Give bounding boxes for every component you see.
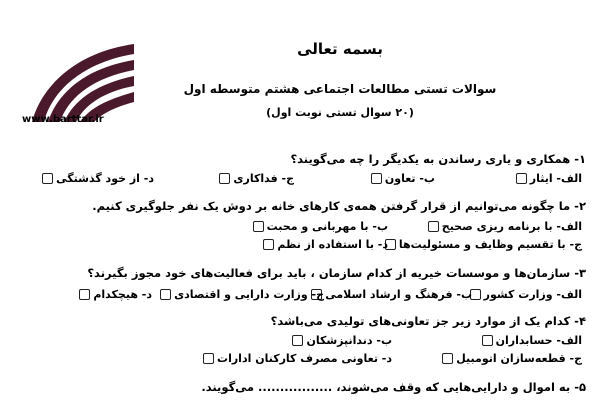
q4-option-a[interactable]	[482, 334, 582, 347]
q2-option-d[interactable]	[263, 238, 388, 251]
q1-option-c-label: ج- فداکاری	[233, 172, 294, 185]
q1-option-c-checkbox[interactable]	[219, 173, 230, 184]
q2-option-c[interactable]	[385, 238, 582, 251]
q3-option-b[interactable]	[311, 288, 472, 301]
q3-option-d-checkbox[interactable]	[79, 289, 90, 300]
site-url: www.barttar.ir	[22, 114, 104, 125]
q1-option-d-checkbox[interactable]	[42, 173, 53, 184]
q2-option-a[interactable]	[428, 220, 582, 233]
question-5: ۵- به اموال و دارایی‌هایی که وقف می‌شوند، ................. می‌گویند.	[201, 380, 586, 394]
q4-option-a-label: الف- حسابداران	[495, 334, 582, 347]
q1-option-b[interactable]	[371, 172, 435, 185]
q3-option-c[interactable]	[160, 288, 324, 301]
q3-option-d-label: د- هیچکدام	[93, 288, 152, 301]
q3-option-a-label: الف- وزارت کشور	[483, 288, 582, 301]
q4-option-c-checkbox[interactable]	[442, 353, 453, 364]
q4-option-c-label: ج- قطعه‌سازان اتومبیل	[456, 352, 582, 365]
q3-option-d[interactable]	[79, 288, 152, 301]
q2-option-a-label: الف- با برنامه ریزی صحیح	[441, 220, 582, 233]
q2-option-c-label: ج- با تقسیم وظایف و مسئولیت‌ها	[398, 238, 582, 251]
page-title: بسمه تعالی	[297, 40, 383, 58]
q3-option-b-label: ب- فرهنگ و ارشاد اسلامی	[325, 288, 472, 301]
q4-option-b[interactable]	[292, 334, 392, 347]
q4-option-d-checkbox[interactable]	[203, 353, 214, 364]
q4-option-c[interactable]	[442, 352, 582, 365]
question-2: ۲- ما چگونه می‌توانیم از قرار گرفتن همه‌ی کارهای خانه بر دوش یک نفر جلوگیری کنیم.	[92, 199, 586, 213]
q2-option-b-checkbox[interactable]	[253, 221, 264, 232]
page-subtitle: سوالات تستی مطالعات اجتماعی هشتم متوسطه اول	[183, 82, 497, 96]
q4-option-d[interactable]	[203, 352, 392, 365]
question-4: ۴- کدام یک از موارد زیر جز تعاونی‌های تولیدی می‌باشد؟	[270, 314, 586, 328]
q4-option-d-label: د- تعاونی مصرف کارکنان ادارات	[217, 352, 392, 365]
q4-option-b-checkbox[interactable]	[292, 335, 303, 346]
q1-option-c[interactable]	[219, 172, 294, 185]
q1-option-d[interactable]	[42, 172, 154, 185]
q1-option-b-label: ب- تعاون	[384, 172, 435, 185]
q2-option-a-checkbox[interactable]	[428, 221, 439, 232]
question-3: ۳- سازمان‌ها و موسسات خیریه از کدام سازمان ، باید برای فعالیت‌های خود مجوز بگیرند؟	[87, 266, 586, 280]
q1-option-a[interactable]	[516, 172, 582, 185]
q2-option-d-label: د- با استفاده از نظم	[277, 238, 388, 251]
q1-option-d-label: د- از خود گذشتگی	[56, 172, 154, 185]
q3-option-c-checkbox[interactable]	[160, 289, 171, 300]
q2-option-b-label: ب- با مهربانی و محبت	[266, 220, 388, 233]
page-subtitle-count: (۲۰ سوال تستی نوبت اول)	[266, 106, 414, 119]
question-1: ۱- همکاری و یاری رساندن به یکدیگر را چه می‌گویند؟	[290, 152, 586, 166]
q3-option-c-label: ج- وزارت دارایی و اقتصادی	[174, 288, 324, 301]
q1-option-a-checkbox[interactable]	[516, 173, 527, 184]
q1-option-a-label: الف- ایثار	[529, 172, 582, 185]
q4-option-a-checkbox[interactable]	[482, 335, 493, 346]
q3-option-a[interactable]	[470, 288, 582, 301]
q4-option-b-label: ب- دندانپزشکان	[306, 334, 392, 347]
q2-option-d-checkbox[interactable]	[263, 239, 274, 250]
q1-option-b-checkbox[interactable]	[371, 173, 382, 184]
q2-option-b[interactable]	[253, 220, 388, 233]
